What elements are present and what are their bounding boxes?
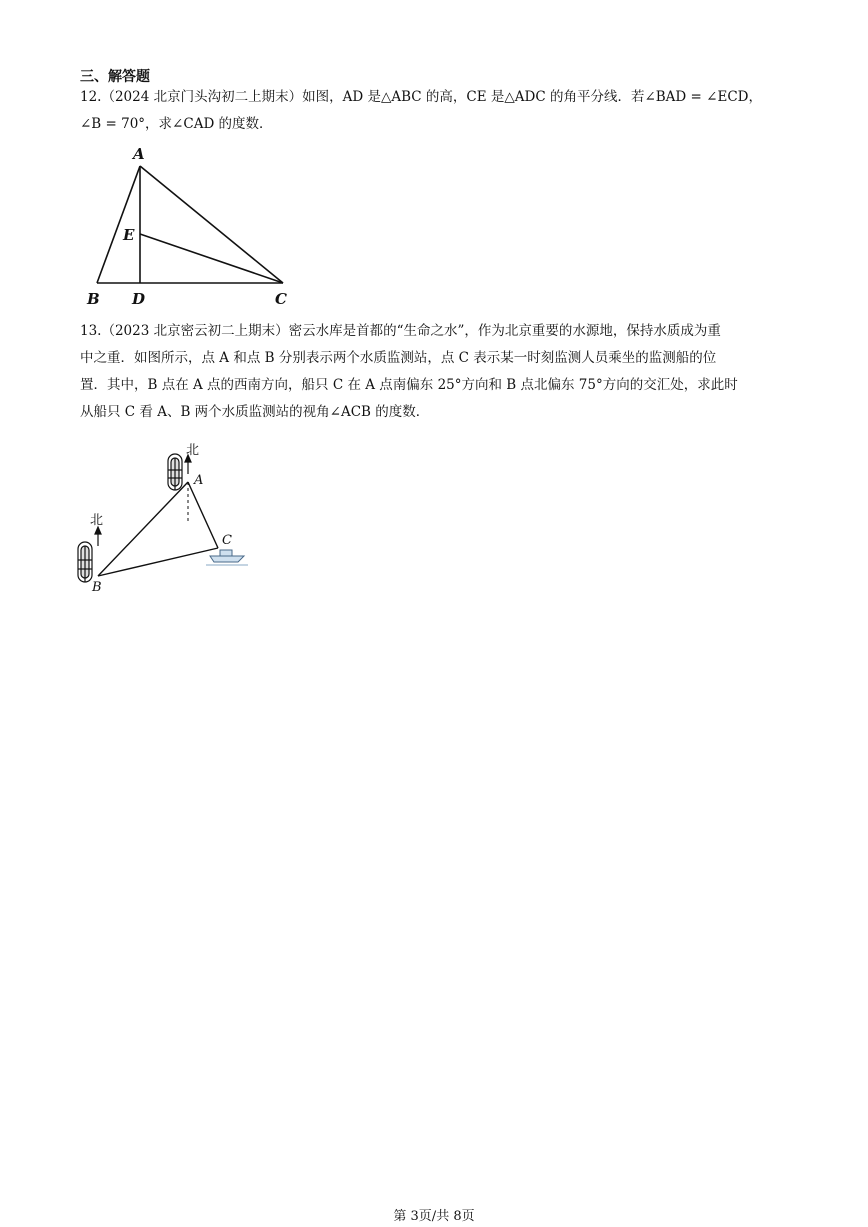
north-label-b: 北 [90, 513, 104, 528]
segment-ab [97, 166, 140, 283]
segment-ab [98, 482, 188, 576]
page-footer: 第 3页/共 8页 [393, 1209, 475, 1224]
bisector-ce [140, 234, 283, 283]
problem-13-line-1: 13.（2023 北京密云初二上期末）密云水库是首都的“生命之水”，作为北京重要的水源地，保持水质成为重 [80, 323, 721, 339]
label-d: D [132, 290, 146, 308]
problem-13-line-3: 置．其中，B 点在 A 点的西南方向，船只 C 在 A 点南偏东 25°方向和 B 点北偏东 75°方向的交汇处，求此时 [80, 377, 738, 393]
monitoring-boat-icon [206, 550, 248, 565]
north-label-a: 北 [186, 443, 200, 458]
problem-13-line-4: 从船只 C 看 A、B 两个水质监测站的视角∠ACB 的度数． [80, 404, 430, 420]
monitoring-station-b-icon [78, 542, 92, 582]
label-c: C [222, 533, 232, 548]
triangle-abc-figure [80, 142, 300, 310]
water-station-figure [72, 438, 262, 598]
label-a: A [133, 145, 145, 163]
problem-13-line-2: 中之重．如图所示，点 A 和点 B 分别表示两个水质监测站，点 C 表示某一时刻监测人员乘坐的监测船的位 [80, 350, 717, 366]
segment-ac [188, 482, 218, 548]
label-e: E [123, 226, 135, 244]
label-b: B [87, 290, 100, 308]
problem-12-line-2: ∠B = 70°，求∠CAD 的度数． [80, 116, 273, 132]
label-a: A [194, 473, 204, 488]
problem-13-text [80, 318, 800, 426]
monitoring-station-a-icon [168, 454, 182, 490]
problem-12-text [80, 84, 800, 138]
segment-ac [140, 166, 283, 283]
section-title: 三、解答题 [80, 69, 150, 85]
problem-12-line-1: 12.（2024 北京门头沟初二上期末）如图，AD 是△ABC 的高，CE 是△ADC 的角平分线．若∠BAD = ∠ECD， [80, 89, 762, 105]
label-c: C [275, 290, 287, 308]
label-b: B [92, 580, 102, 595]
segment-bc [98, 548, 218, 576]
